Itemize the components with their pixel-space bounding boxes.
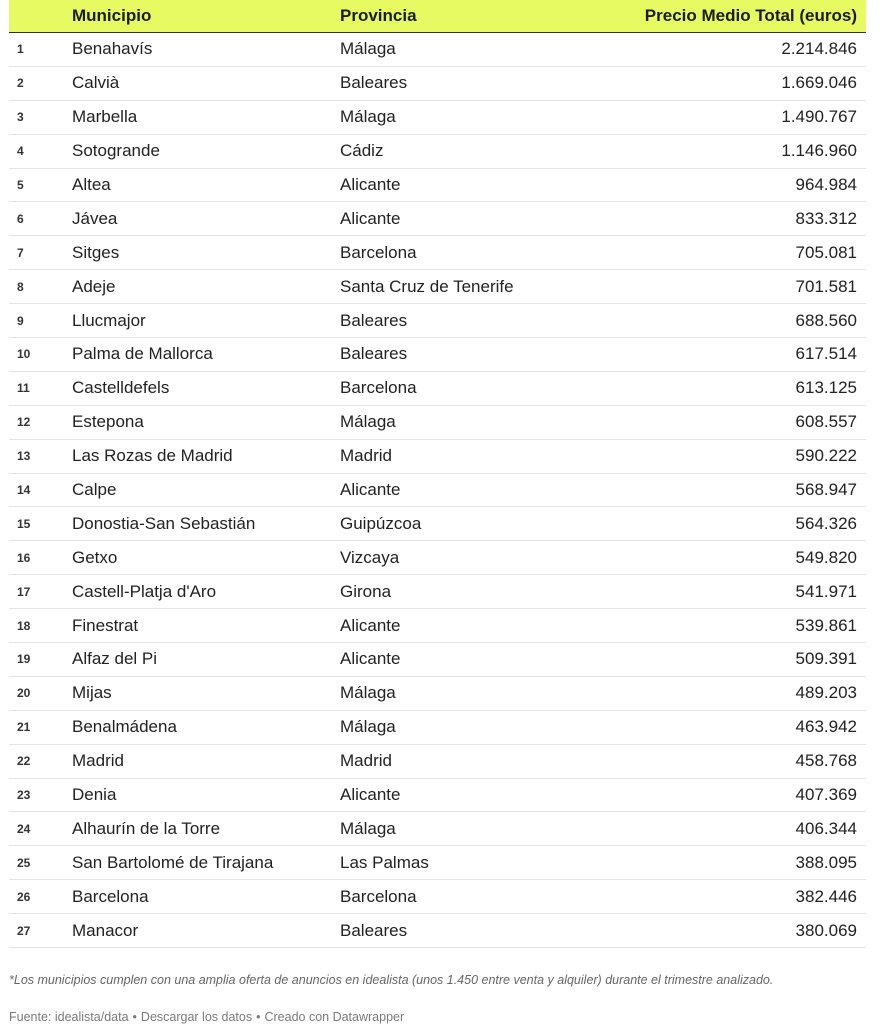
municipio-cell: Calvià: [72, 73, 120, 93]
rank-cell: 19: [17, 652, 31, 667]
download-data-link[interactable]: Descargar los datos: [140, 1010, 253, 1024]
municipio-cell: Altea: [72, 175, 111, 194]
rank-cell: 14: [17, 483, 31, 498]
rank-cell: 22: [17, 754, 31, 769]
table-row: [9, 846, 866, 880]
provincia-cell: Madrid: [340, 751, 392, 771]
separator: •: [132, 1010, 137, 1024]
provincia-cell: Santa Cruz de Tenerife: [340, 276, 514, 296]
provincia-cell: Barcelona: [340, 378, 417, 398]
rank-cell: 8: [17, 279, 24, 294]
provincia-cell: Cádiz: [340, 141, 384, 161]
rank-cell: 6: [17, 211, 24, 226]
municipio-cell: Mijas: [72, 683, 112, 703]
precio-cell: 509.391: [795, 649, 857, 669]
provincia-cell: Baleares: [340, 73, 408, 93]
rank-cell: 18: [17, 618, 31, 633]
precio-cell: 489.203: [795, 683, 857, 703]
rank-cell: 20: [17, 686, 31, 701]
provincia-cell: Baleares: [340, 920, 408, 940]
municipio-cell: Castelldefels: [72, 378, 170, 398]
rank-cell: 5: [17, 178, 24, 192]
provincia-cell: Alicante: [340, 175, 401, 194]
table-row: [9, 711, 866, 745]
table-row: [9, 812, 866, 846]
footnote: *Los municipios cumplen con una amplia oferta de anuncios en idealista (unos 1.450 entre venta y alquiler) durante el trimestre analizado.: [9, 973, 774, 987]
municipio-cell: Las Rozas de Madrid: [72, 446, 233, 466]
precio-cell: 539.861: [795, 615, 857, 635]
table-row: [9, 474, 866, 508]
municipio-cell: Calpe: [72, 480, 117, 500]
separator: •: [256, 1010, 261, 1024]
municipio-cell: Donostia-San Sebastián: [72, 513, 256, 533]
table-row: [9, 609, 866, 643]
precio-cell: 568.947: [795, 480, 857, 500]
table-row: [9, 202, 866, 236]
header-provincia[interactable]: Provincia: [340, 6, 417, 25]
precio-cell: 688.560: [795, 310, 857, 330]
table-row: [9, 880, 866, 914]
table-row: [9, 135, 866, 169]
table-row: [9, 541, 866, 575]
provincia-cell: Baleares: [340, 310, 408, 330]
provincia-cell: Málaga: [340, 717, 396, 737]
datawrapper-credit-link[interactable]: Creado con Datawrapper: [264, 1010, 405, 1024]
precio-cell: 463.942: [795, 717, 857, 737]
municipio-cell: Llucmajor: [72, 310, 146, 330]
table-row: [9, 507, 866, 541]
municipio-cell: Marbella: [72, 107, 138, 127]
municipio-cell: Sotogrande: [72, 141, 160, 161]
precio-cell: 1.146.960: [781, 141, 857, 161]
table-row: [9, 270, 866, 304]
table-row: [9, 406, 866, 440]
table-row: [9, 779, 866, 813]
rank-cell: 2: [17, 76, 24, 91]
municipio-cell: Finestrat: [72, 615, 139, 635]
header-precio[interactable]: Precio Medio Total (euros): [644, 6, 857, 25]
table-row: [9, 67, 866, 101]
municipio-cell: San Bartolomé de Tirajana: [72, 852, 274, 872]
rank-cell: 16: [17, 550, 31, 565]
provincia-cell: Barcelona: [340, 886, 417, 906]
table-row: [9, 575, 866, 609]
table-row: [9, 338, 866, 372]
municipio-cell: Getxo: [72, 547, 118, 567]
municipio-cell: Barcelona: [72, 886, 149, 906]
precio-cell: 564.326: [795, 513, 857, 533]
precio-cell: 541.971: [795, 581, 857, 601]
table-row: [9, 372, 866, 406]
rank-cell: 21: [17, 720, 31, 735]
provincia-cell: Baleares: [340, 344, 408, 364]
rank-cell: 7: [17, 245, 24, 260]
provincia-cell: Vizcaya: [340, 547, 400, 567]
provincia-cell: Málaga: [340, 412, 396, 432]
table-row: [9, 304, 866, 338]
provincia-cell: Málaga: [340, 683, 396, 703]
provincia-cell: Málaga: [340, 39, 396, 59]
provincia-cell: Madrid: [340, 446, 392, 466]
provincia-cell: Barcelona: [340, 242, 417, 262]
precio-cell: 407.369: [795, 785, 857, 805]
precio-cell: 2.214.846: [781, 39, 857, 59]
precio-cell: 833.312: [795, 208, 857, 228]
provincia-cell: Málaga: [340, 107, 396, 127]
ranking-table: [9, 0, 866, 948]
precio-cell: 617.514: [795, 344, 857, 364]
provincia-cell: Guipúzcoa: [340, 513, 422, 533]
precio-cell: 406.344: [795, 818, 857, 838]
rank-cell: 11: [17, 381, 30, 396]
table-row: [9, 440, 866, 474]
municipio-cell: Madrid: [72, 751, 124, 771]
precio-cell: 1.490.767: [781, 107, 857, 127]
provincia-cell: Alicante: [340, 785, 401, 805]
provincia-cell: Alicante: [340, 208, 401, 228]
provincia-cell: Málaga: [340, 818, 396, 838]
precio-cell: 382.446: [795, 886, 857, 906]
table-row: [9, 33, 866, 67]
municipio-cell: Alhaurín de la Torre: [72, 818, 221, 838]
rank-cell: 1: [17, 42, 24, 57]
table-row: [9, 914, 866, 948]
municipio-cell: Manacor: [72, 920, 139, 940]
precio-cell: 458.768: [795, 751, 857, 771]
rank-cell: 12: [17, 415, 31, 430]
municipio-cell: Estepona: [72, 412, 144, 432]
source-line: [9, 1010, 404, 1024]
provincia-cell: Girona: [340, 581, 392, 601]
table-row: [9, 169, 866, 203]
precio-cell: 549.820: [795, 547, 857, 567]
table-header: [9, 0, 866, 33]
municipio-cell: Palma de Mallorca: [72, 344, 213, 364]
precio-cell: 590.222: [795, 446, 857, 466]
table-row: [9, 677, 866, 711]
provincia-cell: Alicante: [340, 480, 401, 500]
table-body: [9, 33, 866, 948]
municipio-cell: Castell-Platja d'Aro: [72, 581, 217, 601]
source-text: Fuente: idealista/data: [9, 1010, 129, 1024]
rank-cell: 13: [17, 449, 31, 464]
rank-cell: 26: [17, 889, 31, 904]
header-municipio[interactable]: Municipio: [72, 6, 152, 25]
precio-cell: 613.125: [795, 378, 857, 398]
rank-cell: 3: [17, 110, 24, 125]
rank-cell: 27: [17, 923, 31, 938]
provincia-cell: Las Palmas: [340, 852, 429, 872]
municipio-cell: Alfaz del Pi: [72, 649, 158, 669]
precio-cell: 388.095: [795, 852, 857, 872]
municipio-cell: Benahavís: [72, 39, 153, 59]
rank-cell: 9: [17, 313, 24, 328]
precio-cell: 380.069: [795, 920, 857, 940]
table-row: [9, 101, 866, 135]
precio-cell: 701.581: [795, 276, 857, 296]
rank-cell: 10: [17, 347, 31, 362]
precio-cell: 608.557: [795, 412, 857, 432]
municipio-cell: Denia: [72, 785, 117, 805]
rank-cell: 24: [17, 821, 31, 836]
precio-cell: 705.081: [795, 242, 857, 262]
provincia-cell: Alicante: [340, 615, 401, 635]
municipio-cell: Benalmádena: [72, 717, 177, 737]
rank-cell: 23: [17, 788, 31, 803]
rank-cell: 25: [17, 855, 31, 870]
rank-cell: 4: [17, 144, 24, 159]
provincia-cell: Alicante: [340, 649, 401, 669]
precio-cell: 964.984: [795, 175, 857, 194]
rank-cell: 17: [17, 584, 31, 599]
table-row: [9, 236, 866, 270]
precio-cell: 1.669.046: [781, 73, 857, 93]
table-row: [9, 745, 866, 779]
municipio-cell: Adeje: [72, 276, 116, 296]
rank-cell: 15: [17, 516, 31, 531]
table-row: [9, 643, 866, 677]
municipio-cell: Jávea: [72, 208, 118, 228]
municipio-cell: Sitges: [72, 242, 120, 262]
